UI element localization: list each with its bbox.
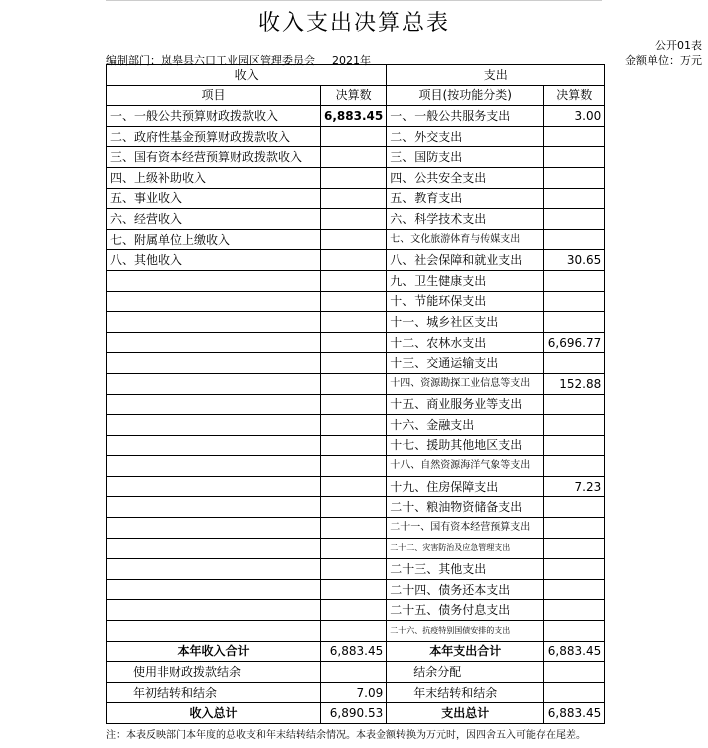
income-item-label <box>107 373 321 394</box>
income-item-value <box>321 435 387 456</box>
expense-item-value <box>544 270 605 291</box>
carryover-row-expense-value <box>544 682 605 703</box>
table-row <box>107 332 605 353</box>
section-header-row <box>107 65 605 86</box>
table-row <box>107 538 605 559</box>
table-row <box>107 373 605 394</box>
expense-item-value: 6,696.77 <box>544 332 605 353</box>
grand-total-row-income-label: 收入总计 <box>107 703 321 724</box>
expense-item-label: 五、教育支出 <box>387 188 544 209</box>
nonfiscal-row <box>107 662 605 683</box>
expense-item-value: 3.00 <box>544 106 605 127</box>
expense-item-value <box>544 559 605 580</box>
expense-item-label: 三、国防支出 <box>387 147 544 168</box>
department-label: 编制部门：岚皋县六口工业园区管理委员会 <box>106 54 315 67</box>
expense-item-value <box>544 167 605 188</box>
table-row <box>107 456 605 477</box>
income-item-label: 一、一般公共预算财政拨款收入 <box>107 106 321 127</box>
income-item-label: 七、附属单位上缴收入 <box>107 229 321 250</box>
expense-item-value <box>544 188 605 209</box>
col-amount-header: 决算数 <box>321 85 387 106</box>
expense-item-label: 十一、城乡社区支出 <box>387 312 544 333</box>
expense-item-label: 十七、援助其他地区支出 <box>387 435 544 456</box>
carryover-row-income-value: 7.09 <box>321 682 387 703</box>
expense-item-value <box>544 209 605 230</box>
income-item-value <box>321 332 387 353</box>
table-row <box>107 270 605 291</box>
total-row-expense-label: 本年支出合计 <box>387 641 544 662</box>
col-item-func-header: 项目(按功能分类) <box>387 85 544 106</box>
page-title: 收入支出决算总表 <box>257 11 450 36</box>
income-item-value <box>321 456 387 477</box>
col-amount-header-2: 决算数 <box>544 85 605 106</box>
income-item-value <box>321 209 387 230</box>
expense-item-value <box>544 538 605 559</box>
income-item-label <box>107 456 321 477</box>
expense-item-label: 一、一般公共服务支出 <box>387 106 544 127</box>
expense-item-label: 二十三、其他支出 <box>387 559 544 580</box>
table-row <box>107 250 605 271</box>
nonfiscal-row-income-label: 使用非财政拨款结余 <box>107 662 321 683</box>
expense-item-value: 7.23 <box>544 476 605 497</box>
expense-item-label: 十二、农林水支出 <box>387 332 544 353</box>
table-row <box>107 312 605 333</box>
income-item-label <box>107 353 321 374</box>
expense-item-label: 十、节能环保支出 <box>387 291 544 312</box>
income-item-value <box>321 229 387 250</box>
income-item-value <box>321 621 387 642</box>
expense-item-label: 六、科学技术支出 <box>387 209 544 230</box>
grand-total-row-expense-value: 6,883.45 <box>544 703 605 724</box>
income-item-value <box>321 147 387 168</box>
table-row <box>107 209 605 230</box>
income-item-label: 八、其他收入 <box>107 250 321 271</box>
expense-item-label: 二、外交支出 <box>387 126 544 147</box>
table-row <box>107 106 605 127</box>
income-item-value <box>321 476 387 497</box>
income-item-value <box>321 600 387 621</box>
expense-item-value <box>544 291 605 312</box>
expense-item-label: 十五、商业服务业等支出 <box>387 394 544 415</box>
expense-item-label: 九、卫生健康支出 <box>387 270 544 291</box>
income-item-value <box>321 312 387 333</box>
expense-item-value <box>544 621 605 642</box>
income-item-value <box>321 538 387 559</box>
income-item-value <box>321 353 387 374</box>
income-item-label: 五、事业收入 <box>107 188 321 209</box>
income-item-label <box>107 394 321 415</box>
income-item-value <box>321 167 387 188</box>
table-row <box>107 518 605 539</box>
income-item-label <box>107 476 321 497</box>
table-row <box>107 579 605 600</box>
carryover-row <box>107 682 605 703</box>
expense-item-value <box>544 312 605 333</box>
unit-label: 金额单位：万元 <box>625 54 702 67</box>
expense-header: 支出 <box>387 65 605 86</box>
expense-item-value <box>544 435 605 456</box>
income-item-label <box>107 291 321 312</box>
income-item-label: 四、上级补助收入 <box>107 167 321 188</box>
income-item-label <box>107 497 321 518</box>
income-item-label: 三、国有资本经营预算财政拨款收入 <box>107 147 321 168</box>
grand-total-row <box>107 703 605 724</box>
expense-item-label: 七、文化旅游体育与传媒支出 <box>387 229 544 250</box>
table-row <box>107 600 605 621</box>
column-header-row <box>107 85 605 106</box>
table-row <box>107 188 605 209</box>
expense-item-label: 十九、住房保障支出 <box>387 476 544 497</box>
expense-item-value <box>544 394 605 415</box>
expense-item-label: 二十二、灾害防治及应急管理支出 <box>387 538 544 559</box>
total-row-expense-value: 6,883.45 <box>544 641 605 662</box>
income-item-label <box>107 435 321 456</box>
income-item-value: 6,883.45 <box>321 106 387 127</box>
income-header: 收入 <box>107 65 387 86</box>
nonfiscal-row-expense-value <box>544 662 605 683</box>
expense-item-value <box>544 518 605 539</box>
income-item-value <box>321 394 387 415</box>
expense-item-value <box>544 497 605 518</box>
expense-item-value <box>544 600 605 621</box>
table-row <box>107 394 605 415</box>
income-item-value <box>321 579 387 600</box>
table-row <box>107 497 605 518</box>
expense-item-label: 十六、金融支出 <box>387 415 544 436</box>
income-item-label: 二、政府性基金预算财政拨款收入 <box>107 126 321 147</box>
expense-item-value <box>544 353 605 374</box>
expense-item-label: 二十六、抗疫特别国债安排的支出 <box>387 621 544 642</box>
expense-item-value <box>544 579 605 600</box>
table-row <box>107 621 605 642</box>
income-item-label <box>107 518 321 539</box>
table-row <box>107 353 605 374</box>
income-item-label <box>107 415 321 436</box>
income-item-label <box>107 538 321 559</box>
table-row <box>107 435 605 456</box>
form-code: 公开01表 <box>655 39 702 52</box>
nonfiscal-row-income-value <box>321 662 387 683</box>
summary-table <box>106 64 605 724</box>
table-row <box>107 476 605 497</box>
table-row <box>107 126 605 147</box>
expense-item-label: 二十一、国有资本经营预算支出 <box>387 518 544 539</box>
expense-item-label: 二十四、债务还本支出 <box>387 579 544 600</box>
expense-item-label: 四、公共安全支出 <box>387 167 544 188</box>
income-item-value <box>321 559 387 580</box>
table-row <box>107 291 605 312</box>
expense-item-value <box>544 126 605 147</box>
income-item-value <box>321 250 387 271</box>
expense-item-label: 十四、资源勘探工业信息等支出 <box>387 373 544 394</box>
income-item-value <box>321 270 387 291</box>
footnote: 注：本表反映部门本年度的总收支和年末结转结余情况。本表金额转换为万元时，因四舍五入可能存在尾差。 <box>106 730 586 741</box>
income-item-label <box>107 312 321 333</box>
table-row <box>107 559 605 580</box>
carryover-row-income-label: 年初结转和结余 <box>107 682 321 703</box>
expense-item-value <box>544 147 605 168</box>
expense-item-label: 十八、自然资源海洋气象等支出 <box>387 456 544 477</box>
income-item-label <box>107 579 321 600</box>
expense-item-label: 八、社会保障和就业支出 <box>387 250 544 271</box>
expense-item-label: 二十、粮油物资储备支出 <box>387 497 544 518</box>
grand-total-row-income-value: 6,890.53 <box>321 703 387 724</box>
income-item-label <box>107 559 321 580</box>
income-item-value <box>321 188 387 209</box>
income-item-label <box>107 332 321 353</box>
table-row <box>107 229 605 250</box>
income-item-label <box>107 621 321 642</box>
col-item-header: 项目 <box>107 85 321 106</box>
income-item-value <box>321 126 387 147</box>
income-item-value <box>321 518 387 539</box>
income-item-label <box>107 600 321 621</box>
table-row <box>107 415 605 436</box>
total-row-income-label: 本年收入合计 <box>107 641 321 662</box>
expense-item-label: 二十五、债务付息支出 <box>387 600 544 621</box>
carryover-row-expense-label: 年末结转和结余 <box>387 682 544 703</box>
total-row <box>107 641 605 662</box>
expense-item-value <box>544 415 605 436</box>
year-label: 2021年 <box>332 54 371 67</box>
expense-item-value: 30.65 <box>544 250 605 271</box>
top-border <box>106 0 602 1</box>
table-row <box>107 147 605 168</box>
income-item-value <box>321 291 387 312</box>
income-item-value <box>321 497 387 518</box>
expense-item-value <box>544 229 605 250</box>
income-item-value <box>321 373 387 394</box>
expense-item-value: 152.88 <box>544 373 605 394</box>
income-item-value <box>321 415 387 436</box>
income-item-label <box>107 270 321 291</box>
nonfiscal-row-expense-label: 结余分配 <box>387 662 544 683</box>
table-row <box>107 167 605 188</box>
expense-item-value <box>544 456 605 477</box>
expense-item-label: 十三、交通运输支出 <box>387 353 544 374</box>
income-item-label: 六、经营收入 <box>107 209 321 230</box>
total-row-income-value: 6,883.45 <box>321 641 387 662</box>
grand-total-row-expense-label: 支出总计 <box>387 703 544 724</box>
